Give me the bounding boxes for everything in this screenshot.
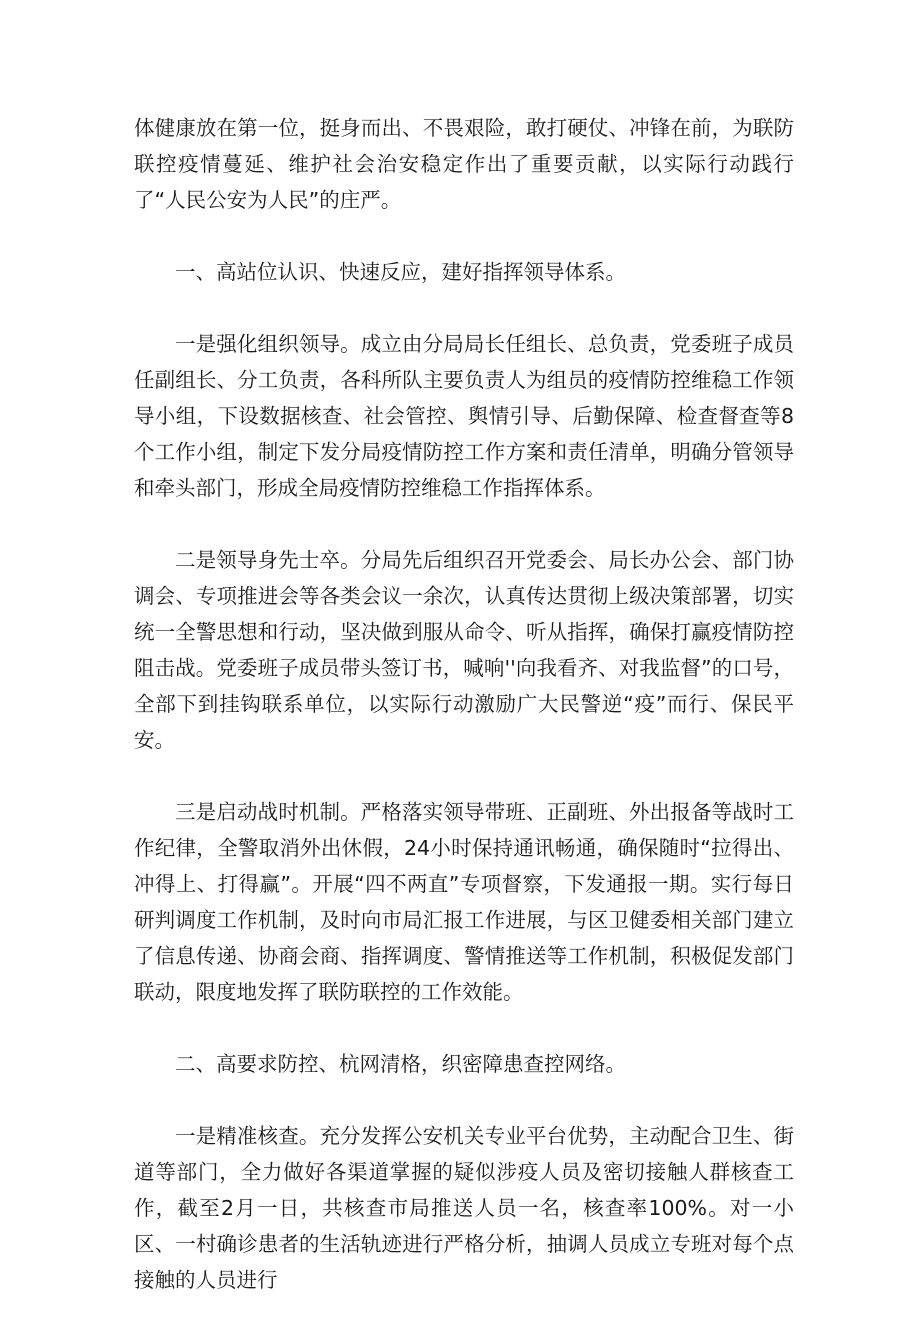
- document-body: [134, 110, 794, 1334]
- section-heading-1: 一、高站位认识、快速反应，建好指挥领导体系。: [175, 260, 626, 284]
- paragraph-intro-continuation: 体健康放在第一位，挺身而出、不畏艰险，敢打硬仗、冲锋在前，为联防联控疫情蔓延、维护社会治安稳定作出了重要贡献，以实际行动践行了“人民公安为人民”的庄严。: [134, 116, 794, 212]
- paragraph-precise-verification: 一是精准核查。充分发挥公安机关专业平台优势，主动配合卫生、街道等部门，全力做好各渠道掌握的疑似涉疫人员及密切接触人群核查工作，截至2月一日，共核查市局推送人员一名，核查率100%。对一小区、一村确诊患者的生活轨迹进行严格分析，抽调人员成立专班对每个点接触的人员进行: [134, 1124, 794, 1292]
- paragraph-leaders-lead-by-example: 二是领导身先士卒。分局先后组织召开党委会、局长办公会、部门协调会、专项推进会等各类会议一余次，认真传达贯彻上级决策部署，切实统一全警思想和行动，坚决做到服从命令、听从指挥，确保打赢疫情防控阻击战。党委班子成员带头签订书，喊响''向我看齐、对我监督”的口号，全部下到挂钩联系单位，以实际行动激励广大民警逆“疫”而行、保民平安。: [134, 548, 794, 752]
- paragraph-wartime-mechanism: 三是启动战时机制。严格落实领导带班、正副班、外出报备等战时工作纪律，全警取消外出休假，24小时保持通讯畅通，确保随时“拉得出、冲得上、打得赢”。开展“四不两直”专项督察，下发通报一期。实行每日研判调度工作机制，及时向市局汇报工作进展，与区卫健委相关部门建立了信息传递、协商会商、指挥调度、警情推送等工作机制，积极促发部门联动，限度地发挥了联防联控的工作效能。: [134, 800, 794, 1004]
- section-heading-2: 二、高要求防控、杭网清格，织密障患查控网络。: [175, 1052, 626, 1076]
- paragraph-organization-leadership: 一是强化组织领导。成立由分局局长任组长、总负责，党委班子成员任副组长、分工负责，各科所队主要负责人为组员的疫情防控维稳工作领导小组，下设数据核查、社会管控、舆情引导、后勤保障、检查督查等8个工作小组，制定下发分局疫情防控工作方案和责任清单，明确分管领导和牵头部门，形成全局疫情防控维稳工作指挥体系。: [134, 332, 794, 500]
